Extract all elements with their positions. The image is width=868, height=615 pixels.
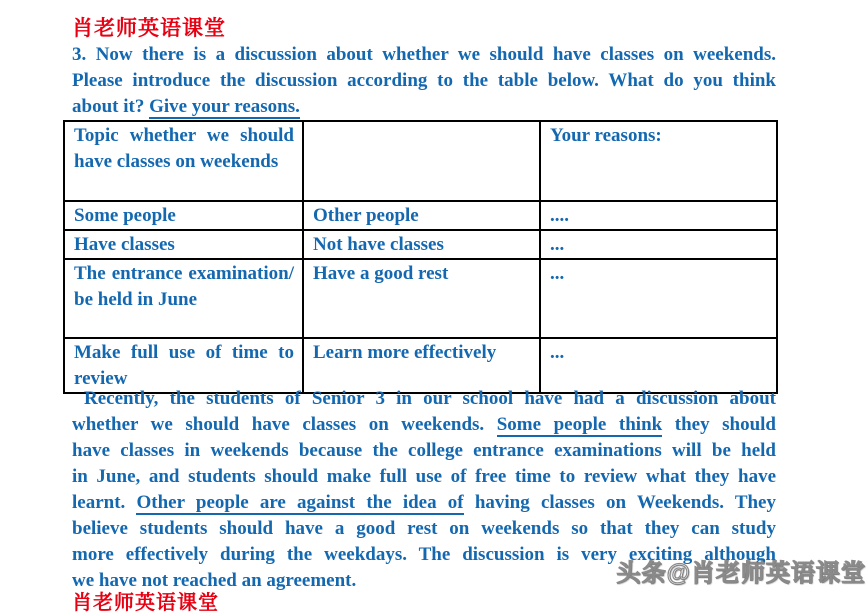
body-line <box>72 412 776 438</box>
footer-clipped-title-container <box>72 591 372 614</box>
intro-text: 3. Now there is a discussion about whether we should have classes on weekends. <box>72 44 776 65</box>
table-row <box>64 121 777 201</box>
body-text: have classes in weekends because the college entrance examinations will be held <box>72 440 776 461</box>
table-cell: Make full use of time to review <box>64 338 303 393</box>
table-cell: Have a good rest <box>303 259 540 338</box>
table-cell: ... <box>540 338 777 393</box>
discussion-table <box>63 120 778 394</box>
body-text: more effectively during the weekdays. The discussion is very exciting although <box>72 544 776 565</box>
underlined-phrase: Other people are against the idea of <box>136 492 464 513</box>
toutiao-watermark: 头条@肖老师英语课堂 <box>616 560 866 587</box>
table-row <box>64 338 777 393</box>
table-cell-your-reasons: Your reasons: <box>540 121 777 201</box>
body-line <box>72 438 776 464</box>
body-line <box>72 386 776 412</box>
table-row <box>64 201 777 230</box>
table-cell: Some people <box>64 201 303 230</box>
body-line <box>72 464 776 490</box>
table-cell: Learn more effectively <box>303 338 540 393</box>
table-row <box>64 230 777 259</box>
table-cell: ... <box>540 230 777 259</box>
intro-line <box>72 94 776 120</box>
footer-clipped-title: 肖老师英语课堂 <box>72 592 219 614</box>
underlined-phrase: Some people think <box>496 414 663 435</box>
intro-line <box>72 42 776 68</box>
table-cell: The entrance examination/ be held in June <box>64 259 303 338</box>
table-cell: Other people <box>303 201 540 230</box>
table-cell: Not have classes <box>303 230 540 259</box>
body-text: whether we should have classes on weekends. <box>72 414 497 435</box>
body-text: they should <box>662 414 776 435</box>
body-text: Recently, the students of Senior 3 in our school have had a discussion about <box>84 388 776 409</box>
table-cell: .... <box>540 201 777 230</box>
table-cell-empty <box>303 121 540 201</box>
intro-text: Please introduce the discussion according to the table below. What do you think <box>72 70 776 91</box>
intro-text: about it? <box>72 96 150 117</box>
underlined-phrase: Give your reasons. <box>149 96 300 117</box>
body-text: believe students should have a good rest on weekends so that they can study <box>72 518 776 539</box>
page-title: 肖老师英语课堂 <box>72 17 226 40</box>
body-text: in June, and students should make full use of free time to review what they have <box>72 466 776 487</box>
body-text: having classes on Weekends. They <box>463 492 776 513</box>
table-cell-topic: Topic whether we should have classes on weekends <box>64 121 303 201</box>
body-text: learnt. <box>72 492 137 513</box>
body-line <box>72 490 776 516</box>
intro-paragraph <box>72 42 776 120</box>
intro-line <box>72 68 776 94</box>
table-cell: Have classes <box>64 230 303 259</box>
table-cell: ... <box>540 259 777 338</box>
body-line <box>72 516 776 542</box>
table-row <box>64 259 777 338</box>
body-text: we have not reached an agreement. <box>72 570 357 591</box>
